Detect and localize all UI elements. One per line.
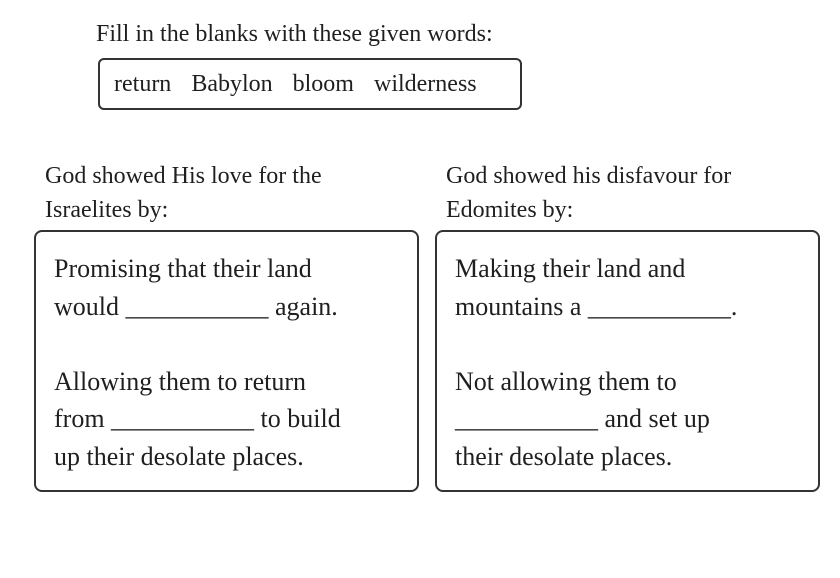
word-bank [98,58,522,110]
left-item-2 [54,363,417,476]
right-heading-line: God showed his disfavour for [446,163,732,189]
text-line: Promising that their land [54,254,312,283]
left-item-1 [54,250,417,325]
right-item-2 [455,363,818,476]
left-heading-line: God showed His love for the [45,163,322,189]
text-line: up their desolate places. [54,441,304,471]
instruction-text: Fill in the blanks with these given words: [96,21,493,47]
word-bank-item: bloom [292,70,354,97]
right-column-heading [446,159,826,227]
text-line: their desolate places. [455,441,673,471]
blank-line: mountains a ___________. [455,291,738,321]
text-line: Not allowing them to [455,366,677,396]
text-line: Making their land and [455,254,686,283]
blank-line: would ___________ again. [54,291,338,321]
israelites-box [34,230,419,492]
word-bank-item: wilderness [373,70,477,97]
word-bank-item: Babylon [191,70,273,97]
edomites-box [435,230,820,492]
blank-line: ___________ and set up [455,404,710,433]
right-heading-line: Edomites by: [446,197,574,223]
right-item-1 [455,250,818,325]
left-heading-line: Israelites by: [45,197,169,223]
blank-line: from ___________ to build [54,404,341,433]
left-column-heading [45,159,415,227]
word-bank-item: return [114,70,172,97]
text-line: Allowing them to return [54,366,307,396]
